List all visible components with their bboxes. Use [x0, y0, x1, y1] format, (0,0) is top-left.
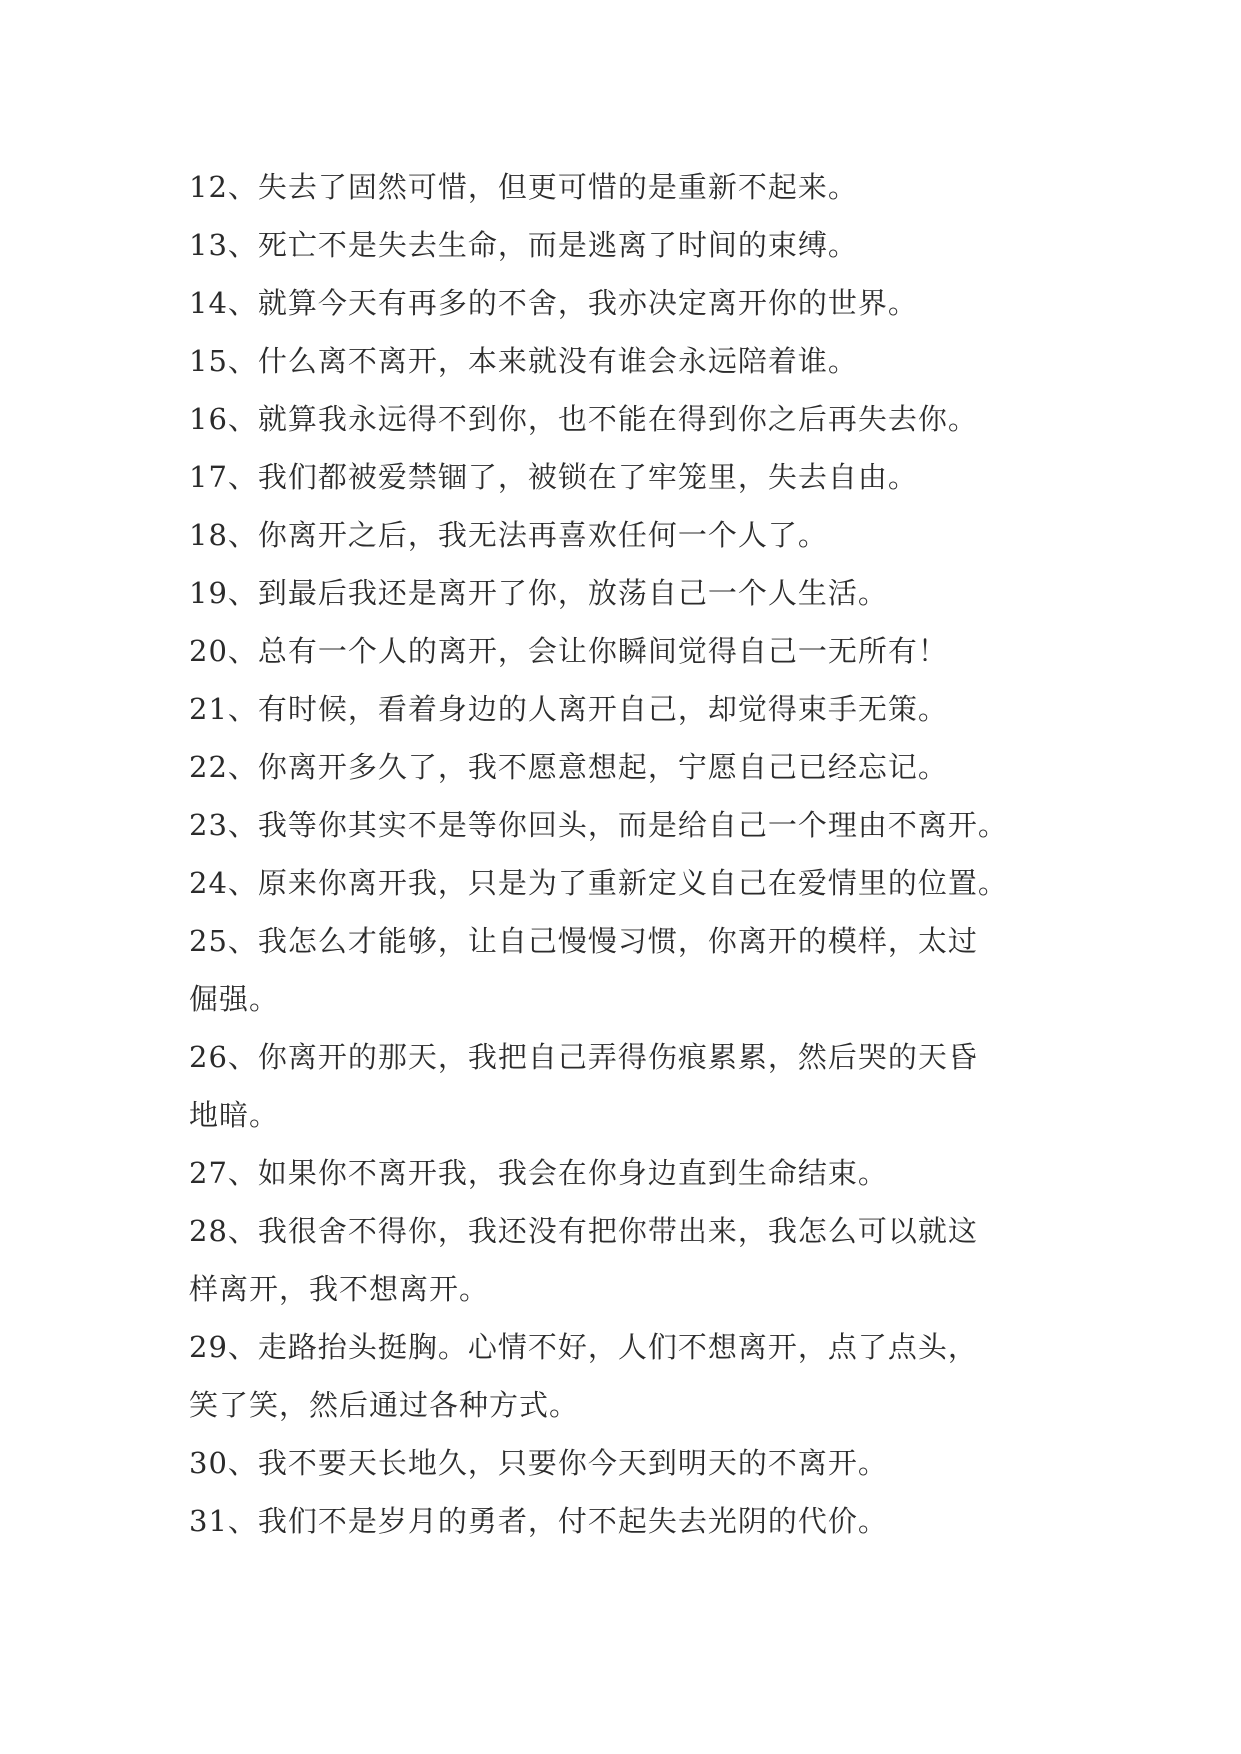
text-line: 22、你离开多久了，我不愿意想起，宁愿自己已经忘记。: [189, 750, 948, 784]
text-line: 26、你离开的那天，我把自己弄得伤痕累累，然后哭的天昏: [189, 1040, 978, 1074]
document-body: [189, 158, 1069, 1550]
text-line: 14、就算今天有再多的不舍，我亦决定离开你的世界。: [189, 286, 918, 320]
text-line: 倔强。: [189, 982, 280, 1016]
text-line: 笑了笑，然后通过各种方式。: [189, 1388, 580, 1422]
text-line: 28、我很舍不得你，我还没有把你带出来，我怎么可以就这: [189, 1214, 978, 1248]
text-line: 27、如果你不离开我，我会在你身边直到生命结束。: [189, 1156, 888, 1190]
text-line: 19、到最后我还是离开了你，放荡自己一个人生活。: [189, 576, 888, 610]
text-line: 16、就算我永远得不到你，也不能在得到你之后再失去你。: [189, 402, 978, 436]
text-line: 23、我等你其实不是等你回头，而是给自己一个理由不离开。: [189, 808, 1008, 842]
text-line: 12、失去了固然可惜，但更可惜的是重新不起来。: [189, 170, 858, 204]
text-line: 30、我不要天长地久，只要你今天到明天的不离开。: [189, 1446, 888, 1480]
text-line: 地暗。: [189, 1098, 280, 1132]
text-line: 样离开，我不想离开。: [189, 1272, 490, 1306]
text-line: 24、原来你离开我，只是为了重新定义自己在爱情里的位置。: [189, 866, 1008, 900]
text-line: 18、你离开之后，我无法再喜欢任何一个人了。: [189, 518, 828, 552]
text-line: 31、我们不是岁月的勇者，付不起失去光阴的代价。: [189, 1504, 888, 1538]
text-line: 13、死亡不是失去生命，而是逃离了时间的束缚。: [189, 228, 858, 262]
text-line: 20、总有一个人的离开，会让你瞬间觉得自己一无所有！: [189, 634, 948, 668]
text-line: 29、走路抬头挺胸。心情不好，人们不想离开，点了点头，: [189, 1330, 978, 1364]
text-line: 15、什么离不离开，本来就没有谁会永远陪着谁。: [189, 344, 858, 378]
text-line: 25、我怎么才能够，让自己慢慢习惯，你离开的模样，太过: [189, 924, 978, 958]
text-line: 17、我们都被爱禁锢了，被锁在了牢笼里，失去自由。: [189, 460, 918, 494]
text-line: 21、有时候，看着身边的人离开自己，却觉得束手无策。: [189, 692, 948, 726]
